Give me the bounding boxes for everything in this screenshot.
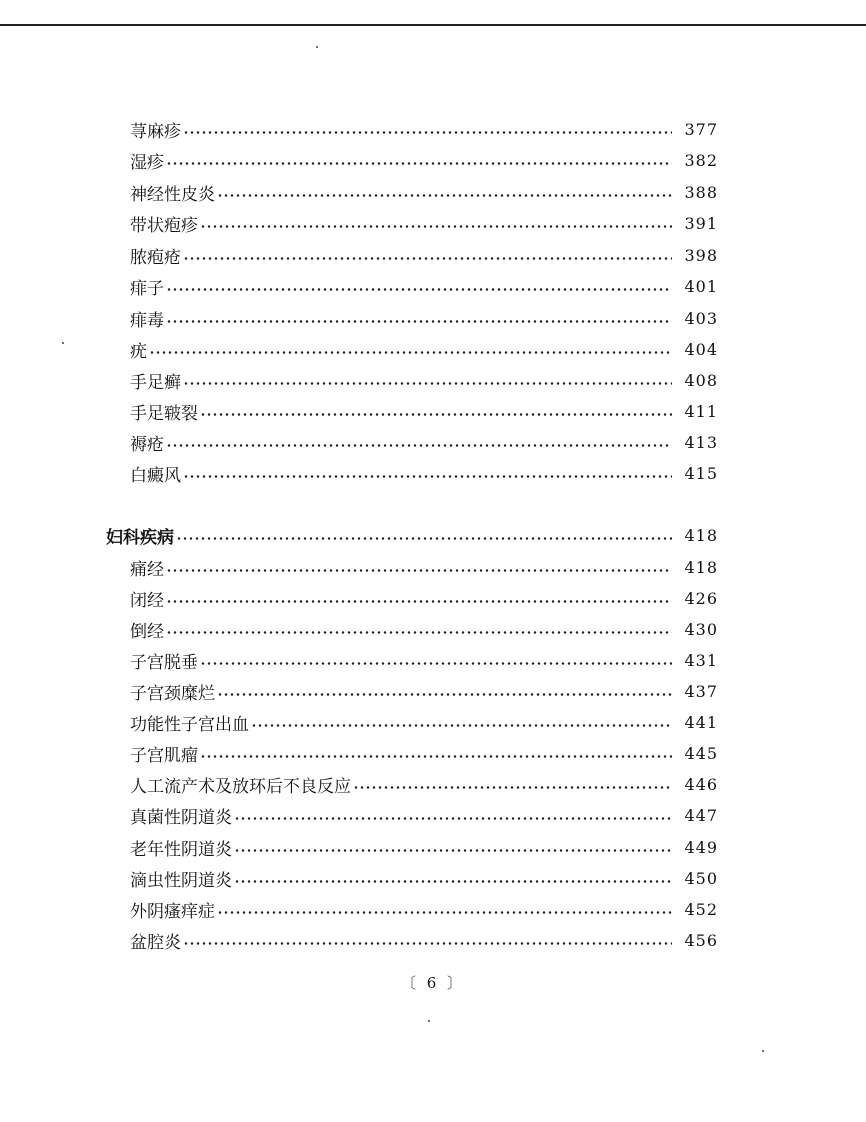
dot-leader [217,194,672,197]
toc-entry[interactable] [130,274,718,298]
toc-entry[interactable] [130,679,718,703]
toc-entry-page: 456 [684,930,718,950]
toc-entry-title: 痱毒 [130,310,164,331]
toc-section-title: 妇科疾病 [106,527,174,548]
toc-entry[interactable] [130,803,718,827]
toc-entry-title: 老年性阴道炎 [130,839,232,860]
dot-leader [166,320,672,323]
top-rule [0,24,866,26]
toc-entry-page: 446 [684,774,718,794]
dot-leader [353,786,672,789]
toc-entry-title: 子宫颈糜烂 [130,683,215,704]
dot-leader [183,382,672,385]
dot-leader [200,413,672,416]
toc-entry-page: 388 [684,182,718,202]
toc-entry-page: 401 [684,276,718,296]
toc-entry[interactable] [130,148,718,172]
dot-leader [166,569,672,572]
toc-entry-title: 手足癣 [130,372,181,393]
dot-leader [166,288,672,291]
scan-speck [316,46,318,48]
toc-entry[interactable] [130,117,718,141]
toc-entry-page: 403 [684,308,718,328]
toc-entry-page: 408 [684,370,718,390]
dot-leader [183,942,672,945]
dot-leader [217,911,672,914]
toc-entry-title: 子宫肌瘤 [130,745,198,766]
toc-entry-title: 闭经 [130,590,164,611]
toc-entry[interactable] [130,741,718,765]
dot-leader [166,444,672,447]
toc-entry-title: 滴虫性阴道炎 [130,870,232,891]
toc-entry-title: 脓疱疮 [130,247,181,268]
toc-entry-page: 382 [684,150,718,170]
toc-entry-title: 痱子 [130,278,164,299]
toc-entry-title: 外阴瘙痒症 [130,901,215,922]
toc-entry-page: 413 [684,432,718,452]
toc-entry-page: 398 [684,245,718,265]
toc-entry[interactable] [130,555,718,579]
toc-entry-page: 404 [684,339,718,359]
dot-leader [149,351,672,354]
toc-entry-page: 431 [684,650,718,670]
toc-entry-title: 疣 [130,341,147,362]
toc-entry-title: 痛经 [130,559,164,580]
toc-entry-page: 415 [684,463,718,483]
toc-entry-title: 湿疹 [130,152,164,173]
toc-entry[interactable] [130,399,718,423]
toc-entry-page: 445 [684,743,718,763]
toc-entry-page: 418 [684,557,718,577]
dot-leader [200,755,672,758]
toc-entry-page: 377 [684,119,718,139]
toc-entry-page: 430 [684,619,718,639]
toc-entry-title: 褥疮 [130,434,164,455]
toc-entry[interactable] [130,586,718,610]
toc-entry-title: 神经性皮炎 [130,184,215,205]
toc-entry[interactable] [130,337,718,361]
toc-entry-title: 人工流产术及放环后不良反应 [130,776,351,797]
toc-entry-title: 白癜风 [130,465,181,486]
dot-leader [183,475,672,478]
toc-entry-page: 447 [684,805,718,825]
toc-entry-title: 倒经 [130,621,164,642]
toc-entry[interactable] [130,430,718,454]
toc-entry[interactable] [130,866,718,890]
toc-entry[interactable] [130,617,718,641]
toc-entry-title: 荨麻疹 [130,121,181,142]
toc-entry[interactable] [130,772,718,796]
dot-leader [183,257,672,260]
toc-entry[interactable] [130,897,718,921]
toc-entry[interactable] [130,180,718,204]
scan-speck [762,1050,764,1052]
toc-entry-title: 手足皲裂 [130,403,198,424]
toc-entry-title: 带状疱疹 [130,215,198,236]
dot-leader [251,724,672,727]
toc-entry[interactable] [130,928,718,952]
toc-entry[interactable] [130,648,718,672]
toc-entry-title: 真菌性阴道炎 [130,807,232,828]
page-number-footer: 〔 6 〕 [400,974,466,992]
dot-leader [166,631,672,634]
dot-leader [234,817,672,820]
dot-leader [217,693,672,696]
toc-entry-page: 391 [684,213,718,233]
dot-leader [166,162,672,165]
toc-entry[interactable] [130,243,718,267]
toc-entry-page: 426 [684,588,718,608]
dot-leader [166,600,672,603]
dot-leader [176,537,672,540]
toc-entry[interactable] [130,835,718,859]
toc-entry[interactable] [130,710,718,734]
toc-entry-page: 450 [684,868,718,888]
toc-entry[interactable] [130,368,718,392]
toc-entry-page: 441 [684,712,718,732]
scan-speck [428,1020,430,1022]
toc-section-page: 418 [684,525,718,545]
toc-entry-page: 452 [684,899,718,919]
scan-speck [62,342,64,344]
dot-leader [234,880,672,883]
toc-entry-page: 411 [684,401,718,421]
dot-leader [200,225,672,228]
dot-leader [183,131,672,134]
toc-entry[interactable] [130,461,718,485]
toc-entry-title: 功能性子宫出血 [130,714,249,735]
toc-entry-page: 449 [684,837,718,857]
dot-leader [200,662,672,665]
toc-entry[interactable] [130,211,718,235]
toc-section-heading[interactable] [106,523,718,547]
toc-entry[interactable] [130,306,718,330]
toc-entry-title: 子宫脱垂 [130,652,198,673]
dot-leader [234,849,672,852]
toc-entry-title: 盆腔炎 [130,932,181,953]
toc-entry-page: 437 [684,681,718,701]
